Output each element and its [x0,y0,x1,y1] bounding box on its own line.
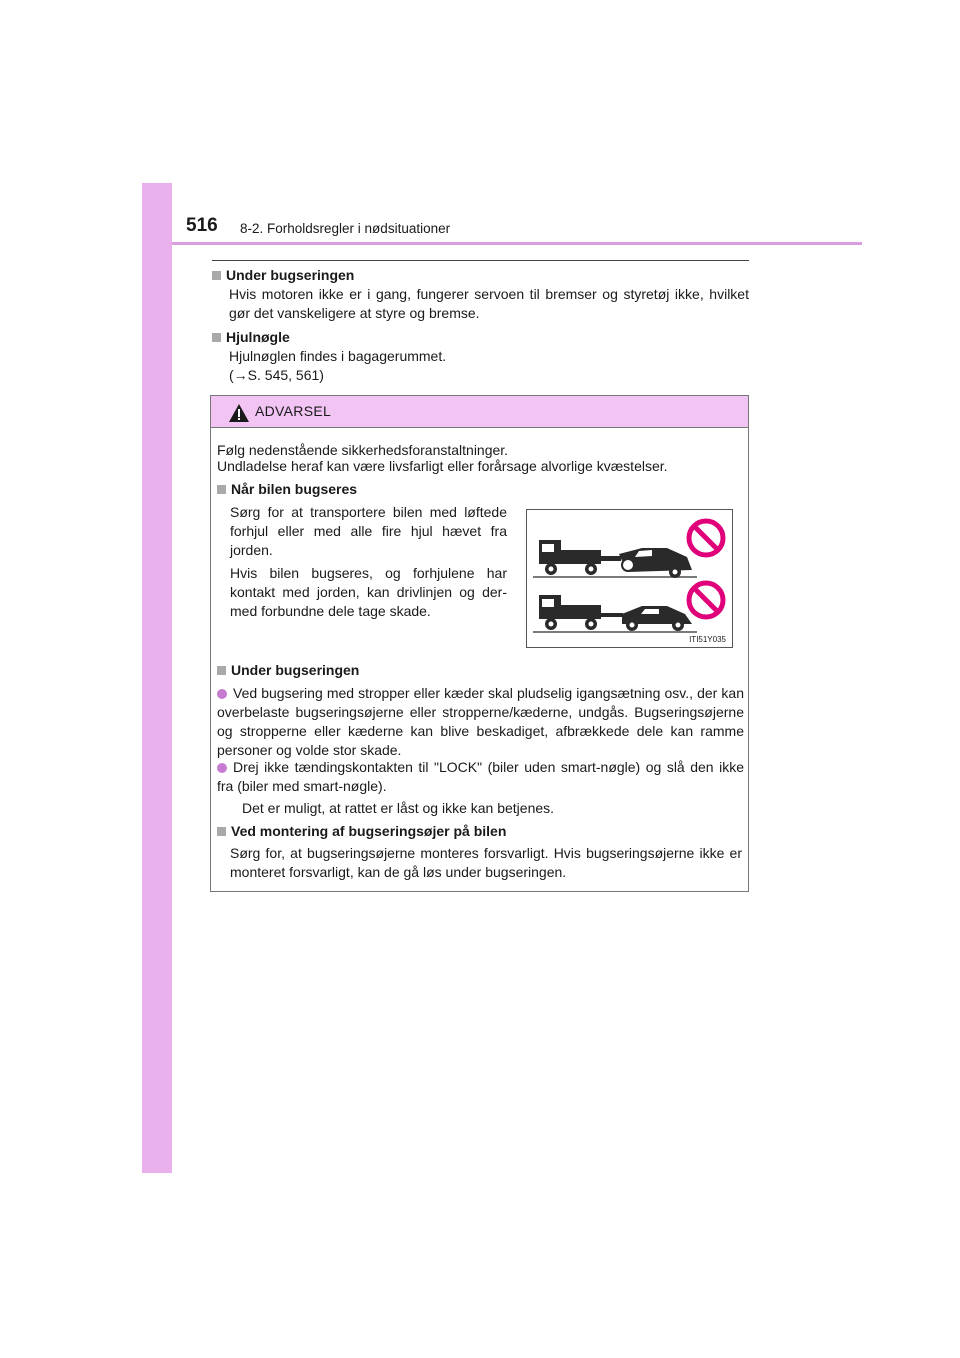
wrench-section [212,328,749,385]
towing-illustration [526,509,733,648]
wrench-line-1: Hjulnøglen findes i bagagerummet. [229,348,447,364]
during-heading-row [217,661,359,680]
towing-text: Hvis motoren ikke er i gang, fungerer servoen til bremser og styretøj ikke, hvilket gør det vanskeligere at styre og bremse. [229,286,749,321]
header-rule [172,242,862,245]
warning-intro-2: Undladelse heraf kan være livsfarligt eller forårsage alvorlige kvæstelser. [217,458,668,474]
eyes-heading-row [217,822,506,841]
bullet-1-text: Ved bugsering med stropper eller kæder skal pludselig igangsætning osv., der kan overbelaste bugseringsøjerne eller stropperne/kæderne, undgås. Bugseringsøjerne og stropperne eller kæderne kan blive beskadiget, afbrækkede dele kan ramme personer og volde stor skade. [217,685,744,758]
tow-truck-illustration [527,510,732,647]
warning-triangle-icon [228,403,250,423]
wrench-heading: Hjulnøgle [226,329,290,345]
square-bullet-icon [217,485,226,494]
towed-paragraph-1: Sørg for at transportere bilen med løftede forhjul eller med alle fire hjul hævet fra jorden. [230,504,507,558]
bullet-item-2 [217,758,744,796]
bullet-item-1 [217,684,744,760]
illustration-code: ITI51Y035 [689,635,726,644]
square-bullet-icon [212,333,221,342]
during-heading: Under bugseringen [231,662,360,678]
square-bullet-icon [212,271,221,280]
top-rule [212,260,749,261]
warning-header [211,396,748,428]
warning-intro-1: Følg nedenstående sikkerhedsforanstaltninger. [217,442,509,458]
eyes-text: Sørg for, at bugseringsøjerne monteres forsvarligt. Hvis bugseringsøjerne ikke er monteret forsvarligt, kan de gå løs under bugseringen. [230,845,742,880]
bullet-2-note: Det er muligt, at rattet er låst og ikke kan betjenes. [242,800,555,816]
scenario-front-lifted [533,521,723,578]
towed-paragraph-2: Hvis bilen bugseres, og forhjulene har kontakt med jorden, kan drivlinjen og der-med forbundne dele tage skade. [230,565,507,619]
eyes-heading: Ved montering af bugseringsøjer på bilen [231,823,507,839]
square-bullet-icon [217,666,226,675]
towing-section [212,266,749,323]
bullet-2-text: Drej ikke tændingskontakten til "LOCK" (biler uden smart-nøgle) og slå den ikke fra (biler med smart-nøgle). [217,759,744,794]
towed-heading-row [217,480,357,499]
circle-bullet-icon [217,763,227,773]
towed-heading: Når bilen bugseres [231,481,358,497]
circle-bullet-icon [217,689,227,699]
towing-heading: Under bugseringen [226,267,355,283]
warning-box [210,395,749,892]
scenario-wheels-on-ground [533,583,723,632]
wrench-line-2: (→S. 545, 561) [229,367,324,383]
section-title: 8-2. Forholdsregler i nødsituationer [240,221,451,236]
square-bullet-icon [217,827,226,836]
side-tab [142,183,172,1173]
page-number: 516 [186,215,218,236]
warning-label: ADVARSEL [255,403,332,419]
